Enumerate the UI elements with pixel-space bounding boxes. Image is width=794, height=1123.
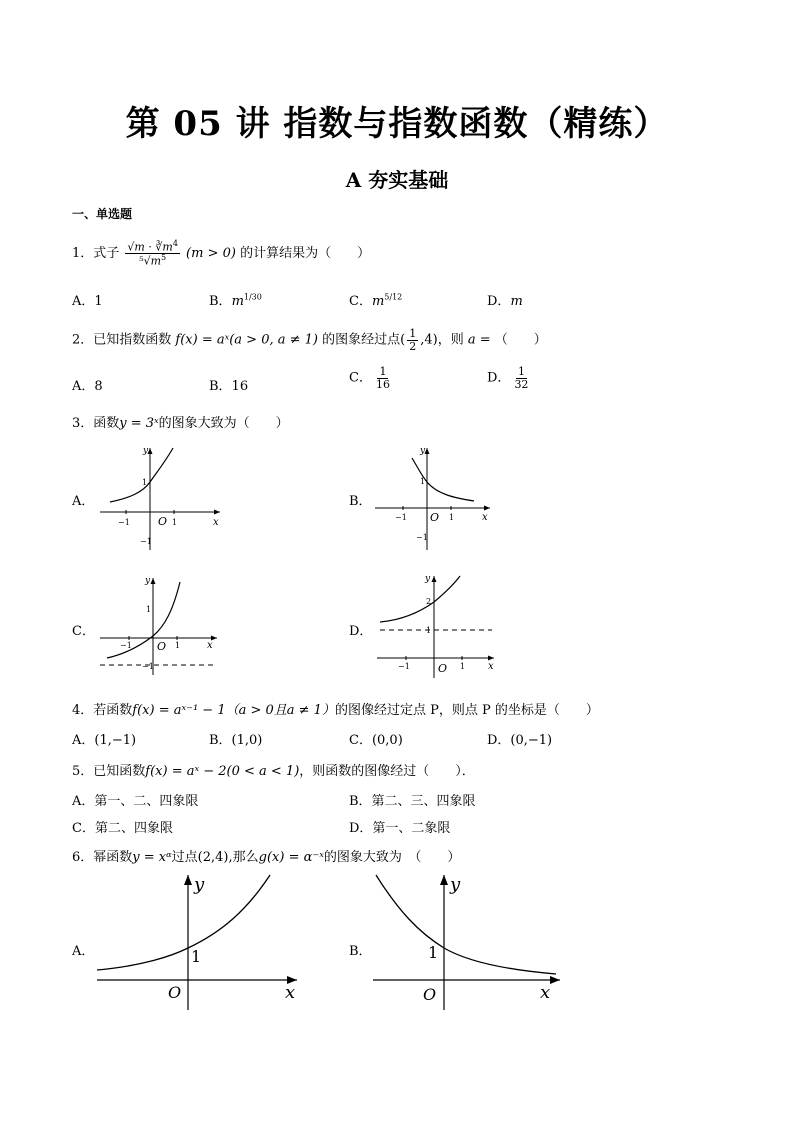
svg-text:x: x — [213, 517, 219, 528]
q3-label-b: B． — [349, 494, 372, 509]
q2-option-a: A．8 — [72, 379, 103, 394]
q3-graph-b — [372, 440, 497, 555]
q6-graph-b — [368, 870, 568, 1010]
question-3: 3．函数y = 3ˣ的图象大致为（ ） — [72, 416, 289, 431]
q2-option-b: B．16 — [209, 379, 249, 394]
svg-text:O: O — [423, 985, 437, 1004]
q4-option-c: C．(0,0) — [349, 733, 403, 748]
svg-text:1: 1 — [146, 605, 152, 614]
svg-text:O: O — [438, 662, 448, 675]
q1-option-a: A．1 — [72, 294, 103, 309]
svg-text:−1: −1 — [120, 641, 132, 650]
svg-text:O: O — [157, 640, 167, 653]
q5-option-c: C．第二、四象限 — [72, 821, 173, 836]
svg-text:x: x — [285, 982, 296, 1003]
svg-text:O: O — [430, 511, 440, 524]
svg-text:2: 2 — [426, 597, 432, 606]
question-5: 5．已知函数f(x) = aˣ − 2(0 < a < 1)，则函数的图像经过（ ）． — [72, 764, 475, 779]
svg-text:−1: −1 — [142, 662, 154, 671]
svg-text:y: y — [450, 874, 461, 895]
question-2: 2．已知指数函数 f(x) = aˣ(a > 0, a ≠ 1) 的图象经过点( $\frac{1}{2}$ ,4)，则 a = （ ） — [72, 327, 547, 353]
section-subtitle: A 夯实基础 — [345, 168, 449, 192]
q6-graph-a — [92, 870, 307, 1010]
svg-text:1: 1 — [420, 477, 426, 486]
q1-option-b: B．$m^{1/30}$ — [209, 292, 262, 309]
q3-label-c: C． — [72, 624, 95, 639]
svg-text:y: y — [194, 874, 205, 895]
svg-text:1: 1 — [460, 662, 466, 671]
q1-prefix: 1．式子 — [72, 246, 120, 262]
section-heading: 一、单选题 — [72, 207, 133, 221]
q5-option-b: B．第二、三、四象限 — [349, 794, 476, 809]
q3-graph-c — [95, 570, 225, 680]
q1-expression: $\frac{√m \cdot ∛m^4}{^5√m^5}$ — [127, 239, 178, 268]
q1-option-c: C．$m^{5/12}$ — [349, 292, 403, 309]
svg-text:−1: −1 — [416, 533, 428, 542]
q2-option-c: C． $\frac{1}{16}$ — [349, 365, 390, 391]
svg-text:−1: −1 — [118, 518, 130, 527]
svg-text:1: 1 — [142, 478, 148, 487]
svg-text:y: y — [425, 574, 431, 584]
q2-option-d: D． $\frac{1}{32}$ — [487, 365, 529, 391]
q4-option-b: B．(1,0) — [209, 733, 263, 748]
svg-text:−1: −1 — [398, 662, 410, 671]
q1-suffix: 的计算结果为（ ） — [240, 246, 371, 262]
question-6: 6．幂函数y = xᵅ过点(2,4),那么g(x) = α⁻ˣ的图象大致为 （ ） — [72, 850, 461, 865]
svg-text:x: x — [540, 982, 551, 1003]
svg-text:x: x — [482, 512, 488, 523]
question-4: 4．若函数f(x) = aˣ⁻¹ − 1（a > 0且a ≠ 1）的图像经过定点 P，则点 P 的坐标是（ ） — [72, 703, 599, 718]
svg-text:1: 1 — [428, 943, 439, 962]
q3-label-d: D． — [349, 624, 373, 639]
svg-text:y: y — [145, 576, 151, 586]
q3-label-a: A． — [72, 494, 95, 509]
svg-text:1: 1 — [191, 947, 202, 966]
q6-label-b: B． — [349, 944, 372, 959]
page-title: 第 05 讲 指数与指数函数（精练） — [125, 104, 669, 144]
svg-text:1: 1 — [449, 513, 455, 522]
q3-graph-a — [95, 440, 225, 555]
svg-text:x: x — [488, 661, 494, 672]
q3-graph-d — [372, 570, 502, 680]
q1-condition: (m > 0) — [186, 246, 236, 262]
q6-label-a: A． — [72, 944, 95, 959]
q1-option-d: D．m — [487, 294, 523, 309]
q4-option-a: A．(1,−1) — [72, 733, 137, 748]
svg-text:1: 1 — [172, 518, 178, 527]
q5-option-a: A．第一、二、四象限 — [72, 794, 199, 809]
q5-option-d: D．第一、二象限 — [349, 821, 451, 836]
q4-option-d: D．(0,−1) — [487, 733, 553, 748]
q2-function: f(x) = aˣ(a > 0, a ≠ 1) — [175, 332, 318, 348]
svg-text:y: y — [420, 446, 426, 456]
question-1 — [72, 240, 370, 267]
svg-text:O: O — [158, 515, 168, 528]
svg-text:O: O — [168, 983, 182, 1002]
svg-text:−1: −1 — [140, 537, 152, 546]
svg-text:−1: −1 — [395, 513, 407, 522]
svg-text:y: y — [143, 446, 149, 456]
svg-text:1: 1 — [426, 626, 432, 635]
svg-text:x: x — [207, 640, 213, 651]
svg-text:1: 1 — [175, 641, 181, 650]
